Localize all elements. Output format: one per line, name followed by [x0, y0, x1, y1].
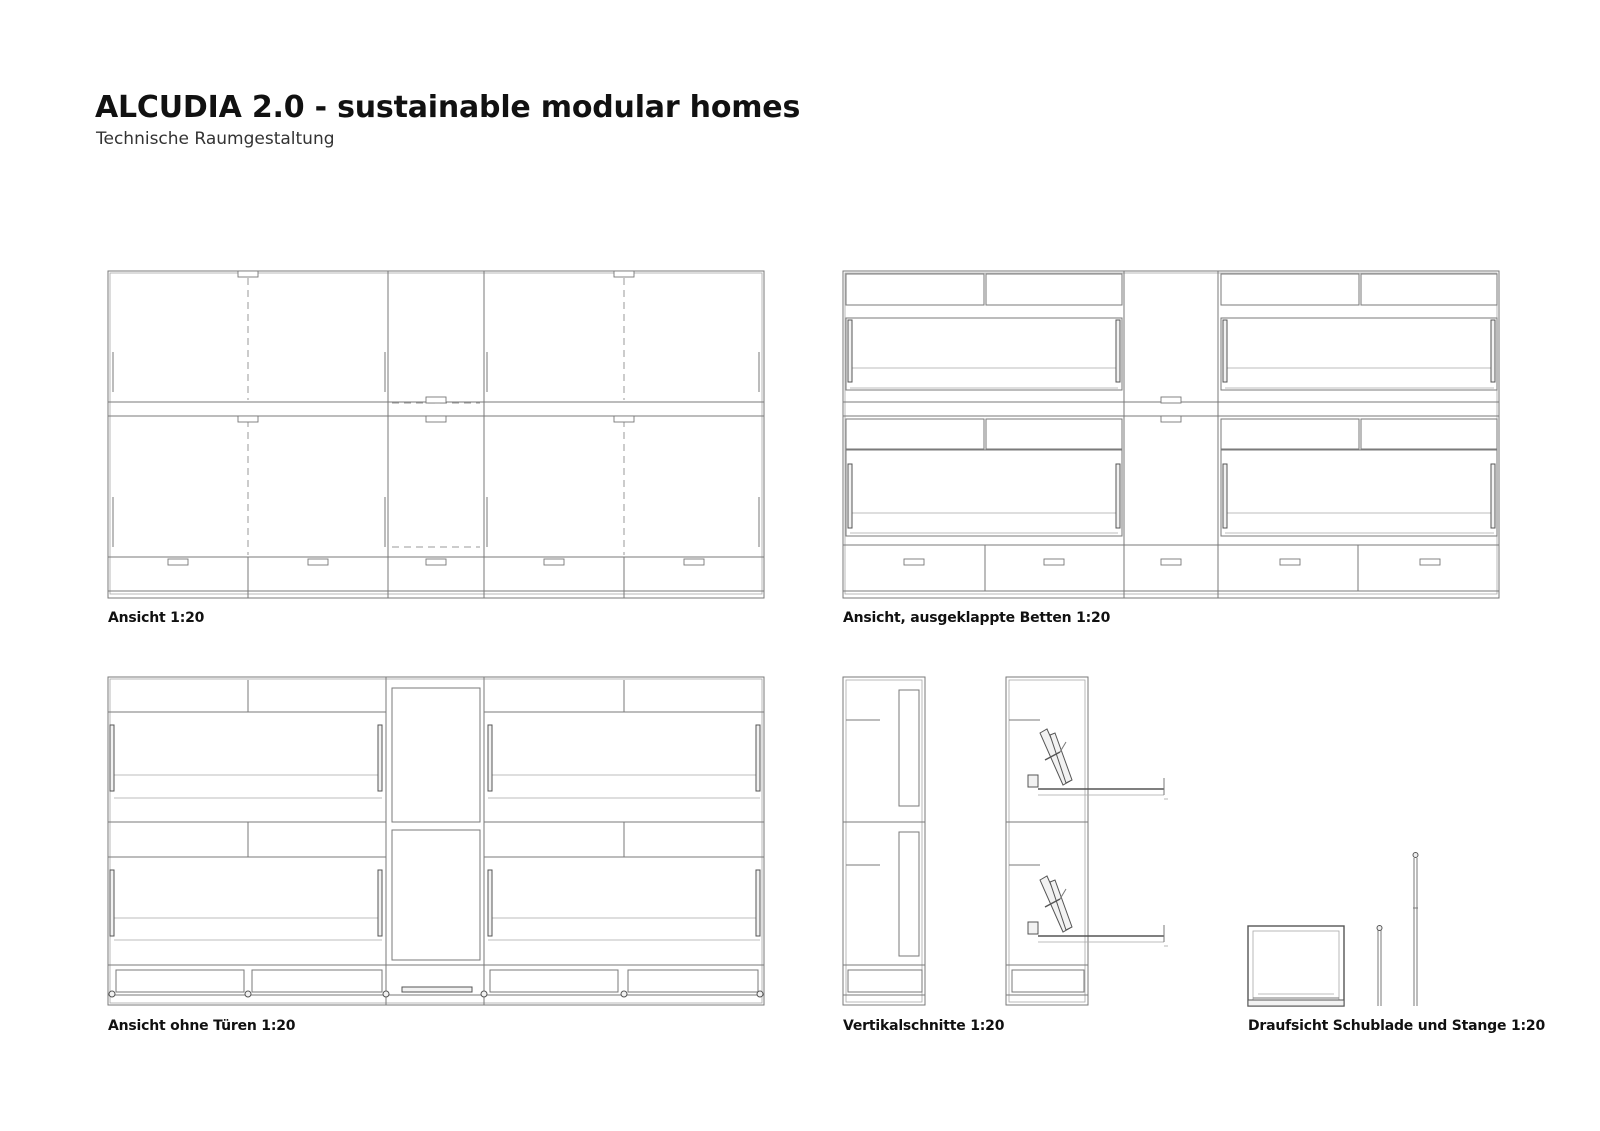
elevation-beds-open-drawing	[843, 271, 1499, 598]
elevation-no-doors-drawing	[108, 677, 764, 1005]
caption-vertical-sections: Vertikalschnitte 1:20	[843, 1018, 1005, 1034]
elevation-closed-drawing	[108, 271, 764, 598]
caption-elevation: Ansicht 1:20	[108, 610, 205, 626]
page-subtitle: Technische Raumgestaltung	[96, 129, 335, 149]
caption-elevation-no-doors: Ansicht ohne Türen 1:20	[108, 1018, 296, 1034]
drawer-and-rod-top-view-drawing	[1248, 853, 1418, 1007]
page-title: ALCUDIA 2.0 - sustainable modular homes	[95, 90, 801, 125]
vertical-sections-drawing	[843, 677, 1168, 1005]
caption-drawer-rod-top-view: Draufsicht Schublade und Stange 1:20	[1248, 1018, 1545, 1034]
caption-elevation-beds-open: Ansicht, ausgeklappte Betten 1:20	[843, 610, 1111, 626]
